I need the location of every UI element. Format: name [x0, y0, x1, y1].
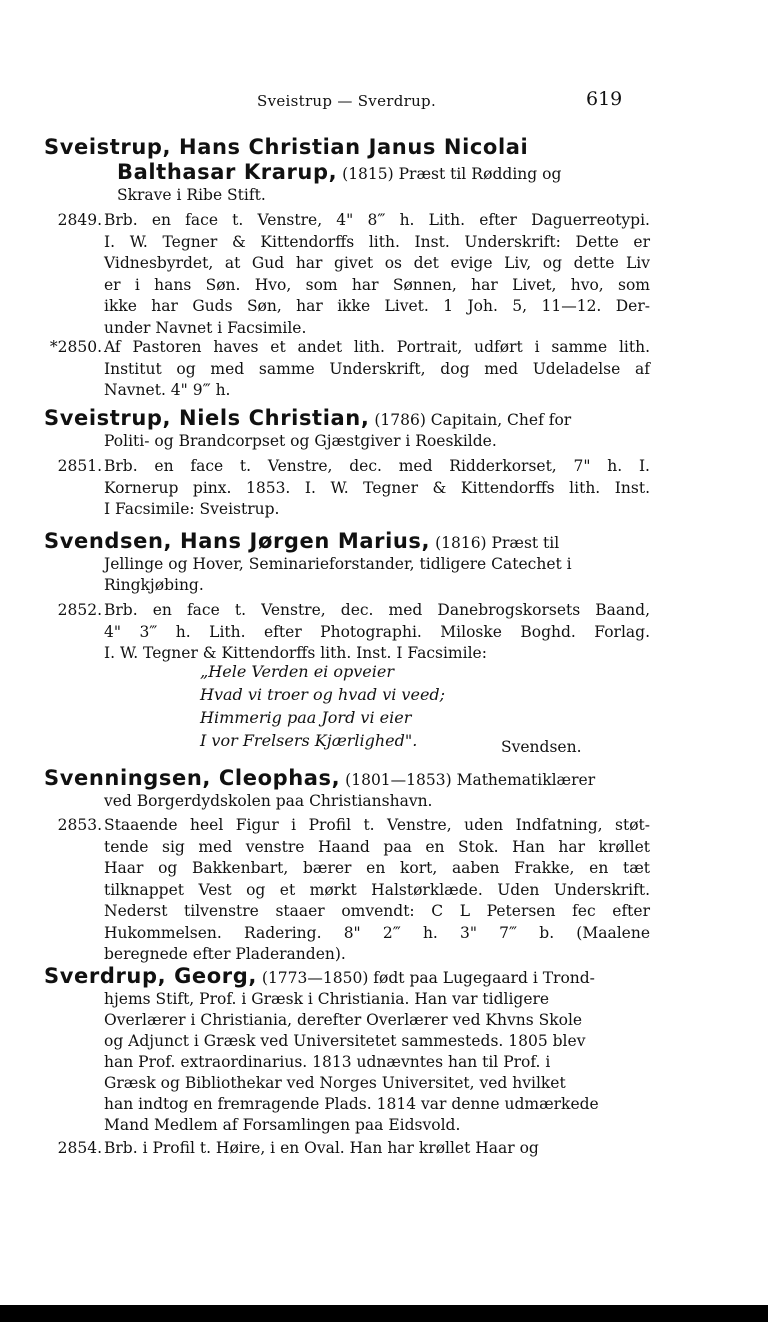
item-number: 2852.: [57, 601, 102, 619]
entry-description-rest: ved Borgerdydskolen paa Christianshavn.: [104, 792, 433, 810]
item-line: Navnet. 4" 9‴ h.: [104, 381, 231, 399]
poem-line: Hvad vi troer og hvad vi veed;: [200, 685, 446, 704]
entry-svendsen: [44, 531, 654, 596]
item-number: 2849.: [57, 211, 102, 229]
entry-description: (1816) Præst til: [435, 534, 560, 552]
item-line: under Navnet i Facsimile.: [104, 318, 307, 337]
item-line: I Facsimile: Sveistrup.: [104, 500, 280, 518]
entry-description-line: han Prof. extraordinarius. 1813 udnævntes han til Prof. i: [104, 1053, 551, 1071]
item-2853: [40, 815, 650, 966]
item-line: Brb. en face t. Venstre, dec. med Danebrogskorsets Baand,: [104, 601, 650, 619]
entry-name: Sveistrup, Niels Christian,: [44, 406, 370, 430]
item-2850: [40, 337, 650, 402]
entry-description-line: Græsk og Bibliothekar ved Norges Universitet, ved hvilket: [104, 1074, 566, 1092]
entry-description-rest: Skrave i Ribe Stift.: [117, 186, 266, 204]
entry-description-line: Ringkjøbing.: [104, 576, 204, 594]
poem-line: Himmerig paa Jord vi eier: [200, 708, 412, 727]
item-line: 4" 3‴ h. Lith. efter Photographi. Miloske Boghd. Forlag.: [104, 622, 650, 641]
entry-name: Sveistrup, Hans Christian Janus Nicolai: [44, 135, 529, 159]
entry-description-line: Jellinge og Hover, Seminarieforstander, tidligere Catechet i: [104, 555, 572, 573]
item-line: Brb. i Profil t. Høire, i en Oval. Han har krøllet Haar og: [104, 1139, 539, 1157]
item-line: Af Pastoren haves et andet lith. Portrait, udført i samme lith.: [104, 338, 650, 356]
item-line: Nederst tilvenstre staaer omvendt: C L Petersen fec efter: [104, 902, 650, 920]
item-number: 2853.: [57, 816, 102, 834]
item-line: tende sig med venstre Haand paa en Stok. Han har krøllet: [104, 837, 650, 856]
item-2852: [40, 600, 650, 665]
item-line: Hukommelsen. Radering. 8" 2‴ h. 3" 7‴ b. (Maalene: [104, 923, 650, 942]
entry-description: (1773—1850) født paa Lugegaard i Trond-: [261, 969, 595, 987]
item-line: I. W. Tegner & Kittendorffs lith. Inst. Underskrift: Dette er: [104, 232, 650, 251]
item-line: I. W. Tegner & Kittendorffs lith. Inst. I Facsimile:: [104, 644, 487, 662]
poem-signature: Svendsen.: [501, 738, 582, 756]
item-line: er i hans Søn. Hvo, som har Sønnen, har Livet, hvo, som: [104, 275, 650, 294]
item-line: tilknappet Vest og et mørkt Halstørklæde. Uden Underskrift.: [104, 880, 650, 899]
item-line: ikke har Guds Søn, har ikke Livet. 1 Joh. 5, 11—12. Der-: [104, 297, 650, 315]
entry-name: Sverdrup, Georg,: [44, 964, 257, 988]
entry-description: (1786) Capitain, Chef for: [374, 411, 572, 429]
poem-line: „Hele Verden ei opveier: [200, 662, 394, 681]
item-2851: [40, 456, 650, 521]
entry-description-line: og Adjunct i Græsk ved Universitetet sammesteds. 1805 blev: [104, 1032, 586, 1050]
entry-description-line: hjems Stift, Prof. i Græsk i Christiania. Han var tidligere: [104, 990, 550, 1008]
page-number: 619: [586, 88, 623, 110]
entry-name-continuation: Balthasar Krarup,: [117, 160, 338, 184]
item-2854: [40, 1138, 650, 1160]
item-line: Brb. en face t. Venstre, 4" 8‴ h. Lith. efter Daguerreotypi.: [104, 211, 650, 229]
entry-description: (1815) Præst til Rødding og: [342, 165, 562, 183]
entry-description-line: Overlærer i Christiania, derefter Overlærer ved Khvns Skole: [104, 1011, 583, 1029]
item-line: Kornerup pinx. 1853. I. W. Tegner & Kittendorffs lith. Inst.: [104, 478, 650, 497]
item-line: Vidnesbyrdet, at Gud har givet os det evige Liv, og dette Liv: [104, 254, 650, 272]
entry-description: (1801—1853) Mathematiklærer: [345, 771, 596, 789]
item-number: 2854.: [57, 1139, 102, 1157]
entry-sveistrup-niels: [44, 408, 654, 452]
item-2849: [40, 210, 650, 339]
item-number: *2850.: [49, 338, 102, 356]
entry-description-line: Mand Medlem af Forsamlingen paa Eidsvold.: [104, 1116, 461, 1134]
running-title: Sveistrup — Sverdrup.: [257, 92, 437, 110]
item-line: Staaende heel Figur i Profil t. Venstre, uden Indfatning, støt-: [104, 816, 650, 834]
entry-sverdrup: [44, 966, 654, 1136]
entry-name: Svendsen, Hans Jørgen Marius,: [44, 529, 431, 553]
item-line: beregnede efter Pladeranden).: [104, 945, 346, 963]
entry-name: Svenningsen, Cleophas,: [44, 766, 341, 790]
scan-bottom-border: [0, 1305, 768, 1322]
item-line: Haar og Bakkenbart, bærer en kort, aaben Frakke, en tæt: [104, 859, 650, 877]
poem-line: I vor Frelsers Kjærlighed".: [200, 731, 418, 750]
entry-description-rest: Politi- og Brandcorpset og Gjæstgiver i Roeskilde.: [104, 432, 497, 450]
entry-sveistrup-hans: [44, 137, 654, 206]
facsimile-poem: [200, 660, 445, 752]
item-line: Institut og med samme Underskrift, dog med Udeladelse af: [104, 359, 650, 378]
entry-svenningsen: [44, 768, 654, 812]
page-header: [0, 88, 768, 114]
item-line: Brb. en face t. Venstre, dec. med Ridderkorset, 7" h. I.: [104, 457, 650, 475]
entry-description-line: han indtog en fremragende Plads. 1814 var denne udmærkede: [104, 1095, 599, 1113]
item-number: 2851.: [57, 457, 102, 475]
